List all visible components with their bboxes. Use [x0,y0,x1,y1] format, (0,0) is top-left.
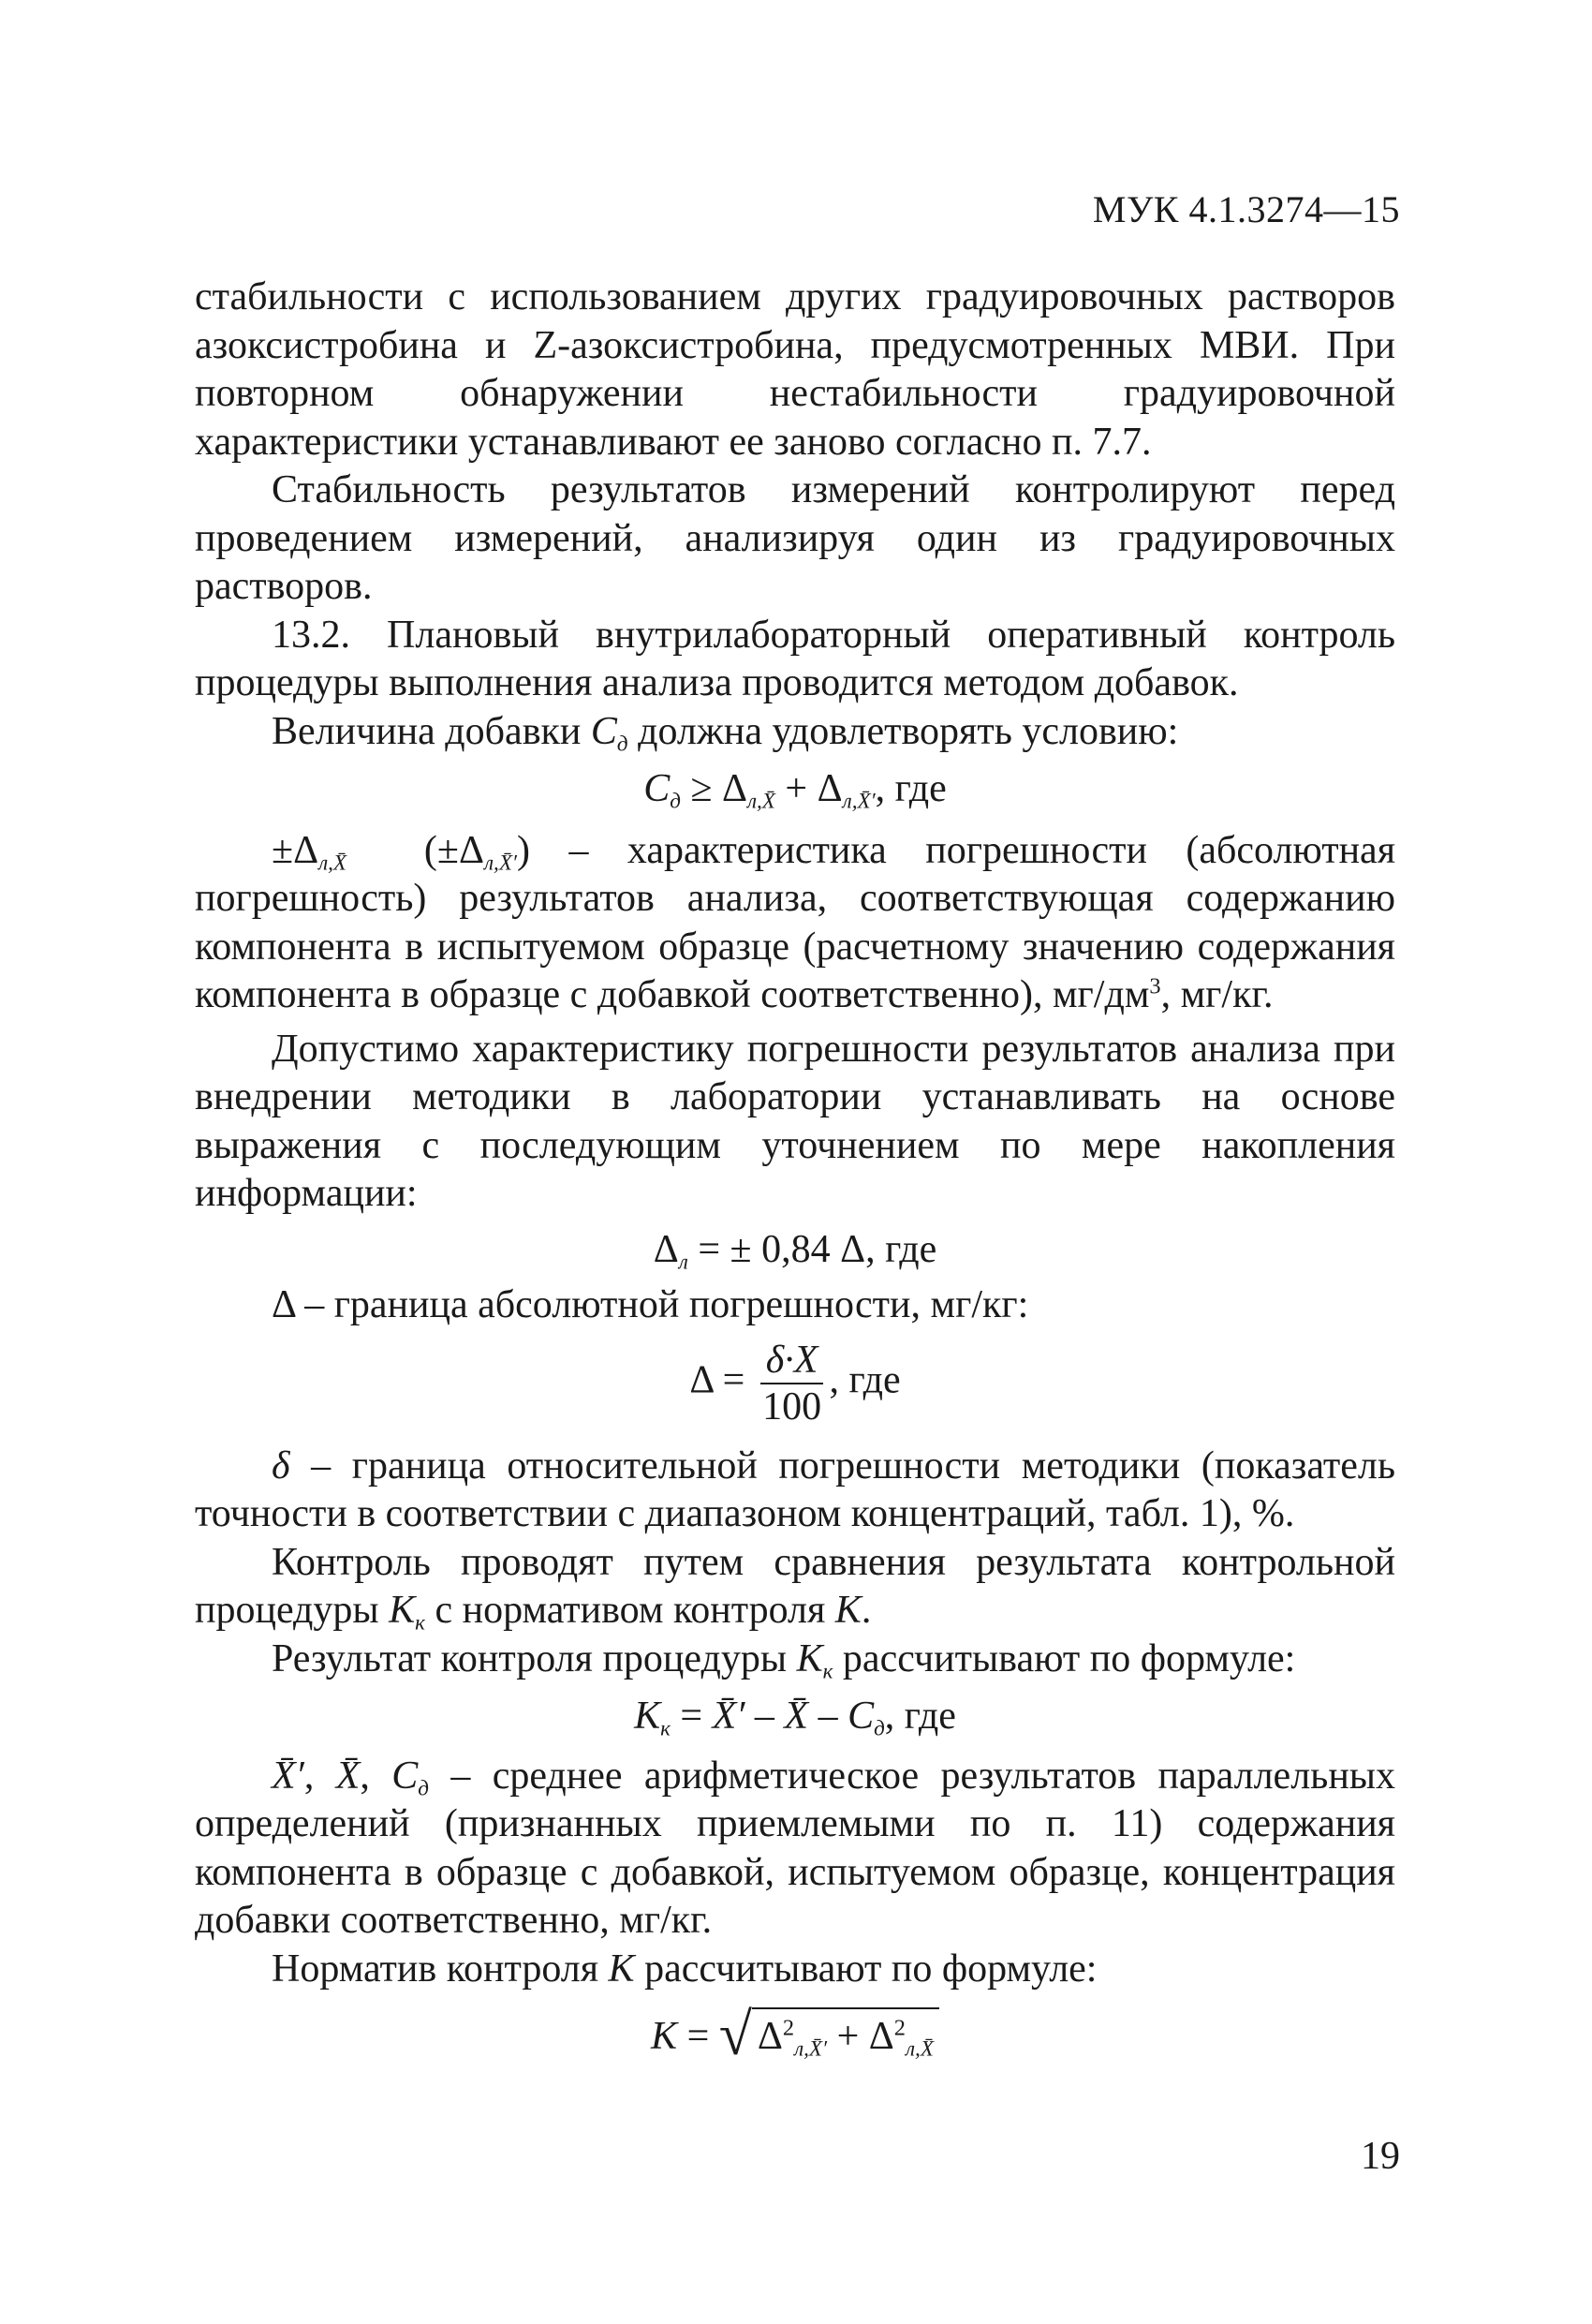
paragraph-permissible-characteristic: Допустимо характеристику погрешности результатов анализа при внедрении методики в лаборатории устанавливать на основе выражения с последующим уточнением по мере накопления информации: [195,1027,1395,1215]
formula-kk: $K_к$ = X̄′ – X̄ – $C_д$, где [634,1695,956,1740]
formula-delta-l: $\Delta_л$ = ± 0,84 Δ, где [653,1227,937,1273]
paragraph-arithmetic-mean: X̄′, X̄, $C_д$ – среднее арифметическое результатов параллельных определений (признанных приемлемыми по п. 11) содержания компонента в образце с добавкой, испытуемом образце, концентрация добавки соответственно, мг/кг. [195,1754,1396,1942]
symbol-c: C [590,709,617,753]
paragraph-relative-error: δ – граница относительной погрешности методики (показатель точности в соответствии с диапазоном концентраций, табл. 1), %. [195,1443,1396,1535]
page-number: 19 [1361,2135,1400,2178]
paragraph-error-characteristic: $\pm\Delta_{л,X̄}$ $(\pm\Delta_{л,X̄'})$ – характеристика погрешности (абсолютная погрешность) результатов анализа, соответствующая содержанию компонента в испытуемом образце (расчетному значению содержания компонента в образце с добавкой соответственно), $мг/дм^3$, мг/кг. [195,828,1396,1016]
document-code: МУК 4.1.3274—15 [1092,188,1400,230]
paragraph-control-norm: Норматив контроля K рассчитывают по формуле: [272,1947,1098,1991]
fraction-denominator: 100 [762,1384,822,1428]
paragraph-section-13-2: 13.2. Плановый внутрилабораторный оперативный контроль процедуры выполнения анализа проводится методом добавок. [195,613,1395,704]
fraction-numerator: δ·X [760,1338,824,1384]
paragraph-control-comparison: Контроль проводят путем сравнения результата контрольной процедуры $K_к$ с нормативом контроля K. [195,1540,1395,1635]
paragraph-control-result: Результат контроля процедуры $K_к$ рассчитывают по формуле: [272,1636,1296,1682]
paragraph-stability-measurements: Стабильность результатов измерений контролируют перед проведением измерений, анализируя один из градуировочных растворов. [195,468,1395,608]
paragraph-additive-value: Величина добавки $C_д$ должна удовлетворять условию: [272,709,1179,755]
paragraph-absolute-error: Δ – граница абсолютной погрешности, мг/кг: [272,1283,1029,1326]
formula-additive-condition: $C_д \ge \Delta_{л,X̄} + \Delta_{л,X̄'}$, где [643,767,947,813]
sqrt-body: $\Delta^2_{л,X̄'} + \Delta^2_{л,X̄}$ [752,2007,939,2058]
formula-delta-fraction: Δ = $\frac{\delta\cdot X}{100}$ , где [689,1338,901,1428]
paragraph-stability-graduation: стабильности с использованием других градуировочных растворов азоксистробина и Z-азоксистробина, предусмотренных МВИ. При повторном обнаружении нестабильности градуировочной характеристики устанавливают ее заново согласно п. 7.7. [195,275,1395,464]
formula-k-sqrt: K = √ $\Delta^2_{л,X̄'} + \Delta^2_{л,X̄}$ [195,2010,1395,2062]
fraction [760,1338,824,1429]
document-body [195,274,1396,2067]
sqrt-symbol: √ [718,2001,752,2067]
